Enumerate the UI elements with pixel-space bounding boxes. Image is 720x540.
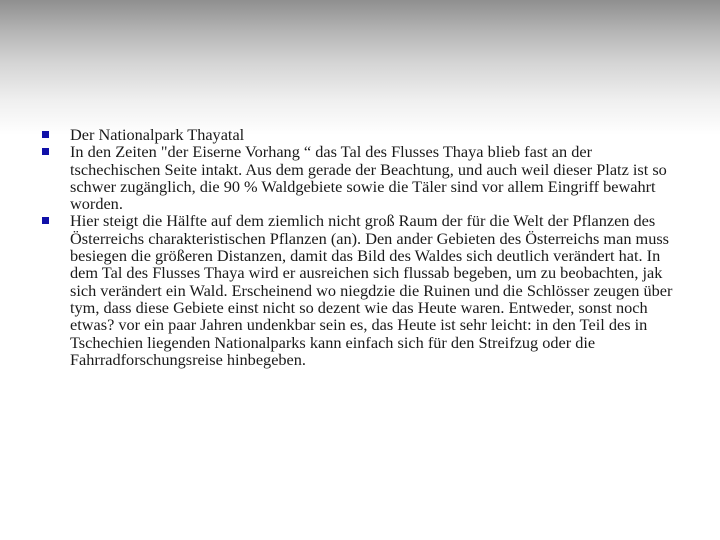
square-bullet-icon [42, 217, 49, 224]
bullet-text: Der Nationalpark Thayatal [70, 125, 245, 144]
square-bullet-icon [42, 131, 49, 138]
bullet-item [40, 126, 680, 143]
bullet-text: In den Zeiten "der Eiserne Vorhang “ das Tal des Flusses Thaya blieb fast an der tschechischen Seite intakt. Aus dem gerade der Beachtung, und auch weil dieser Platz ist so schwer zugänglich, die 90 % Waldgebiete sowie die Täler sind vor allem Eingriff bewahrt worden. [70, 142, 667, 214]
bullet-item [40, 212, 680, 368]
bullet-list [40, 126, 680, 368]
square-bullet-icon [42, 148, 49, 155]
bullet-text: Hier steigt die Hälfte auf dem ziemlich nicht groß Raum der für die Welt der Pflanzen des Österreichs charakteristischen Pflanzen (an). Den ander Gebieten des Österreichs man muss besiegen die größeren Distanzen, damit das Bild des Waldes sich deutlich verändert hat. In dem Tal des Flusses Thaya wird er ausreichen sich flussab begeben, um zu beobachten, jak sich verändert ein Wald. Erscheinend wo niegdzie die Ruinen und die Schlösser zeugen über tym, dass diese Gebiete einst nicht so dezent wie das Heute waren. Entweder, sonst noch etwas? vor ein paar Jahren undenkbar sein es, das Heute ist sehr leicht: in den Teil des in Tschechien liegenden Nationalparks kann einfach sich für den Streifzug oder die Fahrradforschungsreise hinbegeben. [70, 211, 673, 369]
bullet-item [40, 143, 680, 212]
